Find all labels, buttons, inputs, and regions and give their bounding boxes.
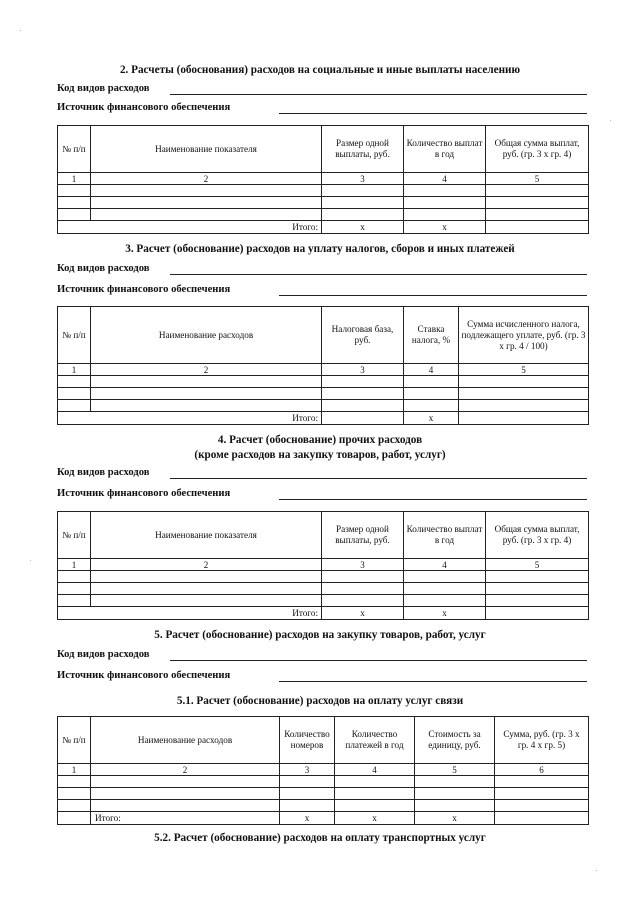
total-mark: x — [322, 607, 404, 620]
table-cell[interactable] — [404, 388, 459, 400]
s3-ist-label: Источник финансового обеспечения — [57, 284, 231, 295]
s3-ist-line[interactable] — [279, 295, 587, 296]
total-blank — [58, 607, 91, 620]
s3-ist-field — [57, 283, 587, 297]
s5-kod-field — [57, 648, 587, 662]
s2-kod-line[interactable] — [170, 94, 587, 95]
col-number: 4 — [404, 364, 459, 376]
table-cell[interactable] — [91, 583, 322, 595]
table-cell[interactable] — [322, 583, 404, 595]
total-cell[interactable] — [322, 412, 404, 425]
table-cell[interactable] — [404, 197, 486, 209]
table-cell[interactable] — [322, 571, 404, 583]
col-number: 6 — [495, 764, 589, 776]
column-number-row — [58, 173, 589, 185]
table-cell[interactable] — [322, 197, 404, 209]
table-cell[interactable] — [486, 583, 589, 595]
table-cell[interactable] — [486, 595, 589, 607]
column-number-row — [58, 364, 589, 376]
total-sum-cell[interactable] — [486, 221, 589, 234]
col-number: 2 — [91, 173, 322, 185]
section-5-1-title: 5.1. Расчет (обоснование) расходов на оплату услуг связи — [176, 695, 464, 707]
table-cell[interactable] — [322, 388, 404, 400]
table-cell[interactable] — [58, 595, 91, 607]
col-header: № п/п — [58, 126, 91, 173]
col-header: Налоговая база, руб. — [322, 307, 404, 364]
table-header-row — [58, 126, 589, 173]
total-blank — [58, 412, 91, 425]
table-cell[interactable] — [335, 788, 415, 800]
column-number-row — [58, 764, 589, 776]
table-cell[interactable] — [58, 209, 91, 221]
s4-kod-field — [57, 466, 587, 480]
total-row — [58, 812, 589, 825]
total-mark: x — [415, 812, 495, 825]
col-header: № п/п — [58, 307, 91, 364]
s4-kod-label: Код видов расходов — [57, 467, 150, 478]
total-sum-cell[interactable] — [495, 812, 589, 825]
s2-ist-field — [57, 101, 587, 115]
s4-ist-label: Источник финансового обеспечения — [57, 488, 231, 499]
table-cell[interactable] — [404, 209, 486, 221]
table-header-row — [58, 512, 589, 559]
table-cell[interactable] — [58, 197, 91, 209]
table-row — [58, 400, 589, 412]
scan-speck — [596, 870, 597, 871]
table-row — [58, 571, 589, 583]
table-cell[interactable] — [91, 595, 322, 607]
table-cell[interactable] — [322, 185, 404, 197]
total-label: Итого: — [91, 607, 322, 620]
s4-ist-field — [57, 487, 587, 501]
table-cell[interactable] — [58, 376, 91, 388]
table-cell[interactable] — [58, 400, 91, 412]
col-header: Сумма исчисленного налога, подлежащего уплате, руб. (гр. 3 x гр. 4 / 100) — [459, 307, 589, 364]
table-cell[interactable] — [486, 209, 589, 221]
table-row — [58, 583, 589, 595]
table-cell[interactable] — [404, 400, 459, 412]
table-cell[interactable] — [91, 376, 322, 388]
table-cell[interactable] — [322, 400, 404, 412]
col-header: Стоимость за единицу, руб. — [415, 717, 495, 764]
col-number: 2 — [91, 764, 280, 776]
table-cell[interactable] — [404, 583, 486, 595]
table-cell[interactable] — [335, 800, 415, 812]
scan-speck — [610, 120, 611, 121]
col-header: № п/п — [58, 717, 91, 764]
table-cell[interactable] — [91, 185, 322, 197]
table-cell[interactable] — [459, 400, 589, 412]
col-number: 3 — [322, 173, 404, 185]
col-number: 2 — [91, 364, 322, 376]
table-cell[interactable] — [322, 595, 404, 607]
scan-speck — [20, 30, 21, 31]
s2-ist-line[interactable] — [279, 113, 587, 114]
col-header: Размер одной выплаты, руб. — [322, 512, 404, 559]
col-number: 4 — [335, 764, 415, 776]
table-cell[interactable] — [91, 788, 280, 800]
total-label: Итого: — [91, 221, 322, 234]
section-2-title: 2. Расчеты (обоснования) расходов на социальные и иные выплаты населению — [119, 64, 521, 76]
col-header: Наименование расходов — [91, 307, 322, 364]
table-row — [58, 595, 589, 607]
column-number-row — [58, 559, 589, 571]
table-row — [58, 185, 589, 197]
total-row — [58, 607, 589, 620]
table-row — [58, 788, 589, 800]
s5-ist-field — [57, 669, 587, 683]
table-cell[interactable] — [404, 571, 486, 583]
section-3-title: 3. Расчет (обоснование) расходов на уплату налогов, сборов и иных платежей — [125, 243, 515, 255]
total-mark: x — [280, 812, 335, 825]
total-sum-cell[interactable] — [486, 607, 589, 620]
table-cell[interactable] — [280, 788, 335, 800]
section-4-table — [57, 511, 589, 620]
col-header: Наименование показателя — [91, 126, 322, 173]
col-number: 5 — [415, 764, 495, 776]
col-number: 5 — [459, 364, 589, 376]
col-number: 5 — [486, 173, 589, 185]
section-3-table — [57, 306, 589, 425]
table-cell[interactable] — [91, 800, 280, 812]
table-cell[interactable] — [91, 776, 280, 788]
total-row — [58, 221, 589, 234]
table-cell[interactable] — [486, 185, 589, 197]
table-cell[interactable] — [280, 776, 335, 788]
table-cell[interactable] — [486, 197, 589, 209]
s3-kod-line[interactable] — [170, 274, 587, 275]
table-cell[interactable] — [415, 776, 495, 788]
table-cell[interactable] — [415, 800, 495, 812]
col-header: Общая сумма выплат, руб. (гр. 3 x гр. 4) — [486, 126, 589, 173]
table-cell[interactable] — [91, 400, 322, 412]
s3-kod-field — [57, 262, 587, 276]
total-mark: x — [322, 221, 404, 234]
s4-kod-line[interactable] — [170, 478, 587, 479]
col-header: Наименование показателя — [91, 512, 322, 559]
table-cell[interactable] — [322, 376, 404, 388]
table-row — [58, 800, 589, 812]
s2-kod-field — [57, 82, 587, 96]
table-cell[interactable] — [495, 776, 589, 788]
col-header: Количество платежей в год — [335, 717, 415, 764]
table-row — [58, 209, 589, 221]
col-header: Ставка налога, % — [404, 307, 459, 364]
total-mark: x — [404, 221, 486, 234]
col-number: 1 — [58, 559, 91, 571]
col-header: Количество номеров — [280, 717, 335, 764]
table-cell[interactable] — [495, 788, 589, 800]
col-number: 1 — [58, 173, 91, 185]
table-cell[interactable] — [91, 388, 322, 400]
table-cell[interactable] — [495, 800, 589, 812]
s5-kod-line[interactable] — [170, 660, 587, 661]
table-header-row — [58, 717, 589, 764]
col-header: № п/п — [58, 512, 91, 559]
s3-kod-label: Код видов расходов — [57, 263, 150, 274]
section-5-2-title: 5.2. Расчет (обоснование) расходов на оплату транспортных услуг — [154, 832, 486, 844]
table-cell[interactable] — [91, 571, 322, 583]
table-cell[interactable] — [459, 388, 589, 400]
col-header: Количество выплат в год — [404, 512, 486, 559]
total-mark: x — [404, 412, 459, 425]
table-cell[interactable] — [404, 376, 459, 388]
scan-speck — [30, 560, 31, 561]
s5-ist-label: Источник финансового обеспечения — [57, 670, 231, 681]
table-cell[interactable] — [58, 788, 91, 800]
table-row — [58, 776, 589, 788]
section-4-title-line1: 4. Расчет (обоснование) прочих расходов — [217, 434, 423, 446]
table-cell[interactable] — [58, 776, 91, 788]
table-header-row — [58, 307, 589, 364]
section-5-1-table — [57, 716, 589, 825]
total-blank — [58, 221, 91, 234]
table-cell[interactable] — [58, 388, 91, 400]
col-number: 2 — [91, 559, 322, 571]
col-header: Наименование расходов — [91, 717, 280, 764]
table-cell[interactable] — [335, 776, 415, 788]
total-mark: x — [404, 607, 486, 620]
section-4-title-line2: (кроме расходов на закупку товаров, работ, услуг) — [194, 449, 446, 461]
table-row — [58, 388, 589, 400]
col-number: 1 — [58, 764, 91, 776]
table-cell[interactable] — [459, 376, 589, 388]
table-cell[interactable] — [58, 800, 91, 812]
total-mark: x — [335, 812, 415, 825]
total-label: Итого: — [91, 812, 280, 825]
col-header: Размер одной выплаты, руб. — [322, 126, 404, 173]
table-row — [58, 197, 589, 209]
table-cell[interactable] — [404, 595, 486, 607]
total-row — [58, 412, 589, 425]
col-header: Количество выплат в год — [404, 126, 486, 173]
table-cell[interactable] — [404, 185, 486, 197]
table-cell[interactable] — [91, 197, 322, 209]
table-cell[interactable] — [58, 583, 91, 595]
table-cell[interactable] — [322, 209, 404, 221]
col-number: 4 — [404, 173, 486, 185]
table-cell[interactable] — [415, 788, 495, 800]
col-number: 3 — [322, 559, 404, 571]
total-label: Итого: — [91, 412, 322, 425]
section-2-table — [57, 125, 589, 234]
s2-kod-label: Код видов расходов — [57, 83, 150, 94]
total-blank — [58, 812, 91, 825]
table-row — [58, 376, 589, 388]
total-sum-cell[interactable] — [459, 412, 589, 425]
col-number: 5 — [486, 559, 589, 571]
table-cell[interactable] — [58, 571, 91, 583]
col-header: Общая сумма выплат, руб. (гр. 3 x гр. 4) — [486, 512, 589, 559]
table-cell[interactable] — [58, 185, 91, 197]
table-cell[interactable] — [486, 571, 589, 583]
table-cell[interactable] — [91, 209, 322, 221]
s4-ist-line[interactable] — [279, 499, 587, 500]
col-header: Сумма, руб. (гр. 3 x гр. 4 x гр. 5) — [495, 717, 589, 764]
col-number: 1 — [58, 364, 91, 376]
section-5-title: 5. Расчет (обоснование) расходов на закупку товаров, работ, услуг — [154, 629, 486, 641]
table-cell[interactable] — [280, 800, 335, 812]
s2-ist-label: Источник финансового обеспечения — [57, 102, 231, 113]
col-number: 3 — [322, 364, 404, 376]
s5-ist-line[interactable] — [279, 681, 587, 682]
col-number: 3 — [280, 764, 335, 776]
s5-kod-label: Код видов расходов — [57, 649, 150, 660]
col-number: 4 — [404, 559, 486, 571]
